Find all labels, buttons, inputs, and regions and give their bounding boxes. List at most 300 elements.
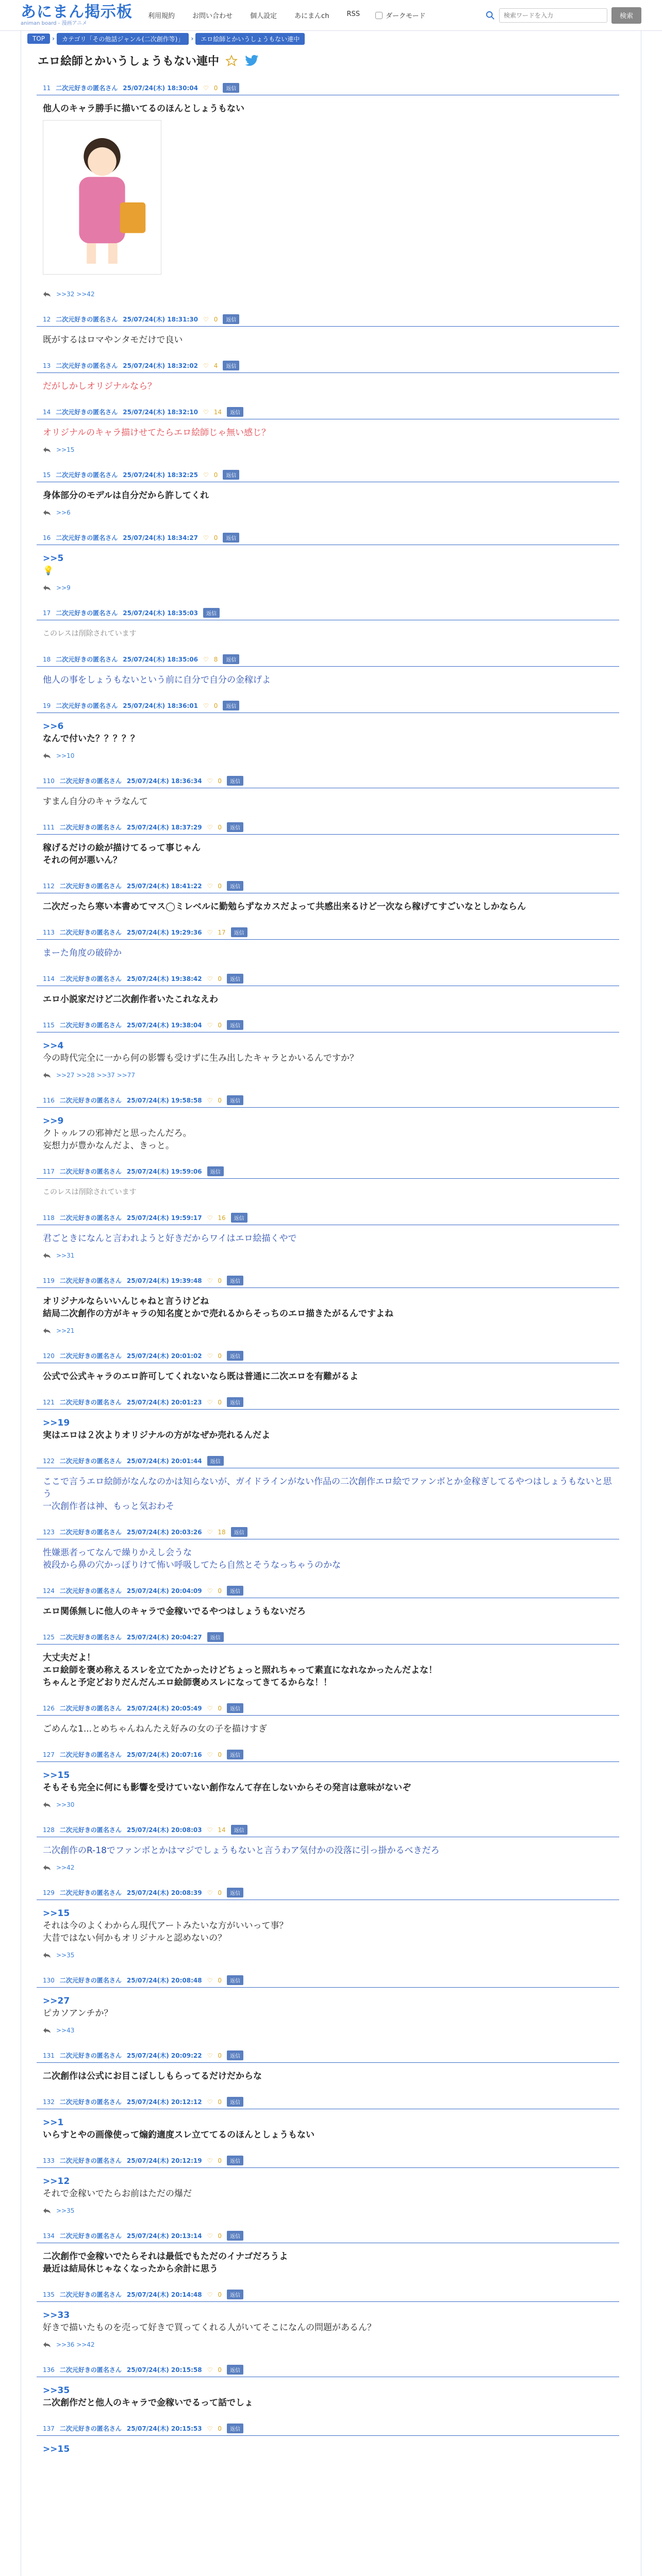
post-header xyxy=(43,2156,619,2167)
post-date: 25/07/24(木) 19:58:58 xyxy=(126,1097,202,1104)
post-number[interactable]: 112 xyxy=(43,882,55,890)
post-number[interactable]: 125 xyxy=(43,1633,55,1641)
nav-rss[interactable]: RSS xyxy=(346,10,360,18)
post-text: クトゥルフの邪神だと思ったんだろ。 妄想力が豊かなんだよ、きっと。 xyxy=(43,1128,192,1151)
post xyxy=(27,2279,635,2354)
post-date: 25/07/24(木) 18:37:29 xyxy=(126,824,202,831)
illustration-image[interactable] xyxy=(43,120,161,275)
heart-icon[interactable]: ♡ xyxy=(207,823,213,831)
post-header xyxy=(43,1975,619,1987)
reply-refs[interactable]: >>27 >>28 >>37 >>77 xyxy=(56,1072,135,1079)
post-date: 25/07/24(木) 19:38:04 xyxy=(126,1022,202,1029)
heart-icon[interactable]: ♡ xyxy=(207,1277,213,1284)
poster-name: 二次元好きの匿名さん xyxy=(59,1097,122,1104)
post-date: 25/07/24(木) 18:30:04 xyxy=(123,84,198,92)
post-text: 今の時代完全に一から何の影響も受けずに生み出したキャラとかいるんですか？ xyxy=(43,1053,358,1063)
post xyxy=(27,2354,635,2413)
post-number[interactable]: 127 xyxy=(43,1751,55,1758)
heart-icon[interactable]: ♡ xyxy=(207,882,213,890)
post xyxy=(27,598,635,644)
reply-button[interactable]: 返信 xyxy=(227,822,243,832)
favorite-count: 4 xyxy=(213,362,218,369)
reply-button[interactable]: 返信 xyxy=(227,1586,243,1596)
heart-icon[interactable]: ♡ xyxy=(207,1826,213,1834)
poster-name: 二次元好きの匿名さん xyxy=(59,1399,122,1406)
post-number[interactable]: 132 xyxy=(43,2098,55,2106)
post xyxy=(27,1965,635,2040)
reply-links xyxy=(43,749,619,766)
post-date: 25/07/24(木) 20:04:27 xyxy=(126,1634,202,1641)
post-text: すまん自分のキャラなんて xyxy=(43,796,148,807)
post-body xyxy=(43,95,619,287)
post-text: それで金稼いでたらお前はただの爆だ xyxy=(43,2189,192,2199)
favorite-count: 0 xyxy=(218,777,222,785)
reply-refs[interactable]: >>42 xyxy=(56,1864,75,1871)
thread-container xyxy=(21,31,641,2576)
heart-icon[interactable]: ♡ xyxy=(207,2425,213,2432)
reply-button[interactable]: 返信 xyxy=(223,83,239,93)
heart-icon[interactable]: ♡ xyxy=(207,1976,213,1984)
reply-button[interactable]: 返信 xyxy=(231,1213,247,1223)
post-number[interactable]: 11 xyxy=(43,84,51,92)
heart-icon[interactable]: ♡ xyxy=(203,84,209,92)
thread-title-row xyxy=(27,46,635,73)
reply-button[interactable]: 返信 xyxy=(227,974,243,984)
heart-icon[interactable]: ♡ xyxy=(203,702,209,709)
reply-refs[interactable]: >>32 >>42 xyxy=(56,291,95,298)
post-body xyxy=(43,893,619,917)
heart-icon[interactable]: ♡ xyxy=(207,1587,213,1595)
poster-name: 二次元好きの匿名さん xyxy=(59,1529,122,1536)
post-body xyxy=(43,1225,619,1249)
post-text: このレスは削除されています xyxy=(43,630,137,638)
post xyxy=(27,522,635,598)
post-date: 25/07/24(木) 20:14:48 xyxy=(126,2291,202,2298)
reply-button[interactable]: 返信 xyxy=(227,1397,243,1407)
reply-button[interactable]: 返信 xyxy=(231,1825,247,1835)
quote-link[interactable]: >>4 xyxy=(43,1041,64,1051)
poster-name: 二次元好きの匿名さん xyxy=(59,1022,122,1029)
post xyxy=(27,460,635,522)
favorite-count: 0 xyxy=(218,2052,222,2059)
post-header xyxy=(43,701,619,713)
reply-arrow-icon xyxy=(43,1072,51,1078)
post-number[interactable]: 133 xyxy=(43,2157,55,2164)
post-date: 25/07/24(木) 18:41:22 xyxy=(126,883,202,890)
nav-settings[interactable]: 個人設定 xyxy=(250,12,277,20)
reply-button[interactable]: 返信 xyxy=(227,2231,243,2241)
quote-link[interactable]: >>33 xyxy=(43,2310,70,2320)
post-date: 25/07/24(木) 19:59:06 xyxy=(126,1168,202,1175)
favorite-count: 17 xyxy=(218,928,226,936)
reply-button[interactable]: 返信 xyxy=(223,654,239,664)
poster-name: 二次元好きの匿名さん xyxy=(59,975,122,982)
post-date: 25/07/24(木) 18:32:10 xyxy=(123,409,198,416)
post xyxy=(27,2145,635,2221)
post-body xyxy=(43,1837,619,1861)
post-number[interactable]: 110 xyxy=(43,777,55,785)
heart-icon[interactable]: ♡ xyxy=(203,534,209,541)
reply-button[interactable]: 返信 xyxy=(207,1456,224,1466)
post-number[interactable]: 15 xyxy=(43,471,51,479)
reply-refs[interactable]: >>35 xyxy=(56,2207,75,2214)
post-date: 25/07/24(木) 19:59:17 xyxy=(126,1214,202,1222)
post-text: 稼げるだけの絵が描けてるって事じゃん それの何が悪いん？ xyxy=(43,843,201,866)
post-number[interactable]: 19 xyxy=(43,702,51,709)
heart-icon[interactable]: ♡ xyxy=(207,975,213,982)
quote-link[interactable]: >>1 xyxy=(43,2117,64,2128)
post xyxy=(27,1517,635,1575)
logo-text: あにまん掲示板 xyxy=(21,3,133,21)
post-body xyxy=(43,1468,619,1517)
post-header xyxy=(43,1397,619,1409)
post-body xyxy=(43,1108,619,1156)
post-number[interactable]: 119 xyxy=(43,1277,55,1284)
post-text: ここで言うエロ絵師がなんなのかは知らないが、ガイドラインがない作品の二次創作エロ絵でファンボとか金稼ぎしてるやつはしょうもないと思う 一次創作者は神、もっと気おわそ xyxy=(43,1477,612,1512)
quote-link[interactable]: >>15 xyxy=(43,2444,70,2454)
post-number[interactable]: 17 xyxy=(43,609,51,617)
post-header xyxy=(43,1888,619,1900)
reply-refs[interactable]: >>30 xyxy=(56,1801,75,1808)
heart-icon[interactable]: ♡ xyxy=(207,2232,213,2240)
dark-mode-toggle[interactable] xyxy=(375,10,425,20)
post-text: オリジナルのキャラ描けせてたらエロ絵師じゃ無い感じ？ xyxy=(43,428,271,438)
quote-link[interactable]: >>15 xyxy=(43,1770,70,1781)
post-body xyxy=(43,1539,619,1575)
nav-animanch[interactable]: あにまんch xyxy=(294,12,329,20)
reply-refs[interactable]: >>35 xyxy=(56,1952,75,1959)
post-header xyxy=(43,608,619,620)
post-text: 二次創作だと他人のキャラで金稼いでるって話でしょ xyxy=(43,2398,253,2408)
search-button[interactable]: 検索 xyxy=(611,7,641,24)
reply-button[interactable]: 返信 xyxy=(227,2424,243,2433)
reply-button[interactable]: 返信 xyxy=(231,927,247,937)
heart-icon[interactable]: ♡ xyxy=(203,471,209,479)
poster-name: 二次元好きの匿名さん xyxy=(59,1826,122,1834)
post xyxy=(27,2221,635,2279)
reply-button[interactable]: 返信 xyxy=(223,314,239,324)
poster-name: 二次元好きの匿名さん xyxy=(56,84,118,92)
post-number[interactable]: 129 xyxy=(43,1889,55,1896)
post-text: 公式で公式キャラのエロ許可してくれないなら既は普通に二次エロを有難がるよ xyxy=(43,1371,358,1382)
reply-button[interactable]: 返信 xyxy=(227,1351,243,1361)
post-text: 大丈夫だよ！ エロ絵師を褒め称えるスレを立てたかったけどちょっと照れちゃって素直になれなかったんだよな！ ちゃんと予定どおりだんだんエロ絵師褒めスレになってきてるからな！！ xyxy=(43,1653,437,1688)
reply-button[interactable]: 返信 xyxy=(227,1276,243,1285)
post-number[interactable]: 122 xyxy=(43,1457,55,1465)
post xyxy=(27,73,635,304)
poster-name: 二次元好きの匿名さん xyxy=(59,2157,122,2164)
favorite-count: 0 xyxy=(218,1587,222,1595)
heart-icon[interactable]: ♡ xyxy=(207,1704,213,1712)
post-header xyxy=(43,1527,619,1539)
post-header xyxy=(43,314,619,326)
heart-icon[interactable]: ♡ xyxy=(207,928,213,936)
post-header xyxy=(43,1750,619,1761)
quote-link[interactable]: >>9 xyxy=(43,1116,64,1126)
heart-icon[interactable]: ♡ xyxy=(207,1889,213,1896)
post-header xyxy=(43,822,619,834)
site-logo[interactable] xyxy=(21,4,133,27)
post-header xyxy=(43,1825,619,1837)
post-number[interactable]: 13 xyxy=(43,362,51,369)
post-date: 25/07/24(木) 18:35:03 xyxy=(123,609,198,617)
favorite-count: 0 xyxy=(218,2366,222,2374)
reply-links xyxy=(43,1798,619,1815)
reply-button[interactable]: 返信 xyxy=(223,701,239,710)
post-date: 25/07/24(木) 18:36:34 xyxy=(126,777,202,785)
post-number[interactable]: 118 xyxy=(43,1214,55,1222)
reply-button[interactable]: 返信 xyxy=(227,2365,243,2375)
post-date: 25/07/24(木) 20:15:53 xyxy=(126,2425,202,2432)
post-list xyxy=(27,73,635,2460)
reply-arrow-icon xyxy=(43,1252,51,1259)
post-text: 二次創作で金稼いでたらそれは最低でもただのイナゴだろうよ 最近は結局休じゃなくなったから余計に思う xyxy=(43,2251,288,2274)
heart-icon[interactable]: ♡ xyxy=(207,1751,213,1758)
reply-arrow-icon xyxy=(43,2027,51,2033)
reply-button[interactable]: 返信 xyxy=(223,361,239,370)
post-header xyxy=(43,407,619,419)
post-number[interactable]: 113 xyxy=(43,928,55,936)
post-date: 25/07/24(木) 20:03:26 xyxy=(126,1529,202,1536)
reply-button[interactable]: 返信 xyxy=(207,1632,224,1642)
post-date: 25/07/24(木) 20:05:49 xyxy=(126,1705,202,1712)
post-text: 二次創作は公式にお目こぼししもらってるだけだからな xyxy=(43,2071,262,2081)
star-icon[interactable] xyxy=(225,55,238,67)
post-date: 25/07/24(木) 19:29:36 xyxy=(126,929,202,936)
post-number[interactable]: 16 xyxy=(43,534,51,541)
post-number[interactable]: 134 xyxy=(43,2232,55,2240)
post-header xyxy=(43,470,619,482)
reply-button[interactable]: 返信 xyxy=(203,608,220,618)
post-number[interactable]: 128 xyxy=(43,1826,55,1834)
quote-link[interactable]: >>15 xyxy=(43,1908,70,1919)
favorite-count: 0 xyxy=(218,2098,222,2106)
post-number[interactable]: 116 xyxy=(43,1096,55,1104)
post-date: 25/07/24(木) 19:39:48 xyxy=(126,1277,202,1284)
post-body xyxy=(43,373,619,397)
favorite-count: 0 xyxy=(213,534,218,541)
reply-links xyxy=(43,2204,619,2221)
reply-button[interactable]: 返信 xyxy=(227,881,243,891)
post-text: だがしかしオリジナルなら？ xyxy=(43,381,157,392)
reply-button[interactable]: 返信 xyxy=(227,1703,243,1713)
heart-icon[interactable]: ♡ xyxy=(207,1021,213,1029)
quote-link[interactable]: >>27 xyxy=(43,1996,70,2006)
breadcrumb-category[interactable]: カテゴリ「その他話ジャンル(二次創作等)」 xyxy=(57,33,189,45)
heart-icon[interactable]: ♡ xyxy=(207,1214,213,1222)
quote-link[interactable]: >>6 xyxy=(43,721,64,732)
post-header xyxy=(43,533,619,545)
post-body xyxy=(43,1032,619,1069)
post-date: 25/07/24(木) 20:09:22 xyxy=(126,2052,202,2059)
post-header xyxy=(43,1586,619,1598)
heart-icon[interactable]: ♡ xyxy=(203,362,209,369)
heart-icon[interactable]: ♡ xyxy=(207,1096,213,1104)
reply-button[interactable]: 返信 xyxy=(227,1975,243,1985)
reply-links xyxy=(43,443,619,460)
post-body xyxy=(43,620,619,644)
post-number[interactable]: 14 xyxy=(43,408,51,416)
heart-icon[interactable]: ♡ xyxy=(207,2157,213,2164)
post-text: 他人のキャラ勝手に描いてるのほんとしょうもない xyxy=(43,104,244,114)
breadcrumb-top[interactable]: TOP xyxy=(27,33,50,44)
post-header xyxy=(43,2365,619,2377)
post-number[interactable]: 120 xyxy=(43,1352,55,1360)
post-header xyxy=(43,1456,619,1468)
favorite-count: 18 xyxy=(218,1528,226,1536)
reply-refs[interactable]: >>36 >>42 xyxy=(56,2341,95,2348)
reply-button[interactable]: 返信 xyxy=(227,1020,243,1030)
favorite-count: 0 xyxy=(218,882,222,890)
post-date: 25/07/24(木) 18:32:02 xyxy=(123,362,198,369)
heart-icon[interactable]: ♡ xyxy=(207,2366,213,2374)
reply-button[interactable]: 返信 xyxy=(227,407,243,417)
reply-refs[interactable]: >>31 xyxy=(56,1252,75,1259)
poster-name: 二次元好きの匿名さん xyxy=(56,609,118,617)
favorite-count: 0 xyxy=(218,823,222,831)
post xyxy=(27,1341,635,1387)
poster-name: 二次元好きの匿名さん xyxy=(59,1587,122,1595)
reply-button[interactable]: 返信 xyxy=(223,533,239,543)
poster-name: 二次元好きの匿名さん xyxy=(59,929,122,936)
post-date: 25/07/24(木) 20:07:16 xyxy=(126,1751,202,1758)
post-body xyxy=(43,482,619,506)
post xyxy=(27,1877,635,1965)
post-body xyxy=(43,1598,619,1622)
post-number[interactable]: 124 xyxy=(43,1587,55,1595)
reply-refs[interactable]: >>6 xyxy=(56,509,71,516)
reply-refs[interactable]: >>15 xyxy=(56,446,75,453)
post-text: まーた角度の破砕か xyxy=(43,948,122,958)
reply-button[interactable]: 返信 xyxy=(227,2097,243,2107)
reply-button[interactable]: 返信 xyxy=(227,1888,243,1897)
heart-icon[interactable]: ♡ xyxy=(207,777,213,785)
post-text: 君ごときになんと言われようと好きだからワイはエロ絵描くやで xyxy=(43,1233,297,1244)
reply-refs[interactable]: >>21 xyxy=(56,1327,75,1334)
top-nav xyxy=(148,10,360,20)
poster-name: 二次元好きの匿名さん xyxy=(59,1634,122,1641)
reply-button[interactable]: 返信 xyxy=(227,776,243,786)
reply-button[interactable]: 返信 xyxy=(207,1166,224,1176)
post-date: 25/07/24(木) 18:34:27 xyxy=(123,534,198,541)
favorite-count: 0 xyxy=(218,1398,222,1406)
post-number[interactable]: 137 xyxy=(43,2425,55,2432)
breadcrumb-thread[interactable]: エロ絵師とかいうしょうもない連中 xyxy=(195,33,305,45)
post-text: 性嫌悪者ってなんで繰りかえし会うな 被段から鼻の穴かっぽりけて怖い呼吸してたら自然とそうなっちゃうのかな xyxy=(43,1548,341,1570)
reply-links xyxy=(43,1069,619,1085)
checkbox-icon[interactable] xyxy=(375,12,383,19)
search-input[interactable] xyxy=(499,8,607,23)
post-header xyxy=(43,361,619,372)
nav-contact[interactable]: お問い合わせ xyxy=(192,12,233,20)
heart-icon[interactable]: ♡ xyxy=(207,2291,213,2298)
reply-links xyxy=(43,2338,619,2354)
post-number[interactable]: 131 xyxy=(43,2052,55,2059)
reply-button[interactable]: 返信 xyxy=(223,470,239,480)
post-header xyxy=(43,1703,619,1715)
reply-button[interactable]: 返信 xyxy=(227,1095,243,1105)
post-body xyxy=(43,788,619,812)
post-number[interactable]: 115 xyxy=(43,1021,55,1029)
poster-name: 二次元好きの匿名さん xyxy=(59,1277,122,1284)
post-number[interactable]: 111 xyxy=(43,823,55,831)
breadcrumb xyxy=(27,31,635,46)
reply-links xyxy=(43,506,619,522)
post-number[interactable]: 121 xyxy=(43,1398,55,1406)
heart-icon[interactable]: ♡ xyxy=(203,315,209,323)
post-number[interactable]: 136 xyxy=(43,2366,55,2374)
post-number[interactable]: 123 xyxy=(43,1528,55,1536)
post-body xyxy=(43,835,619,871)
heart-icon[interactable]: ♡ xyxy=(207,1528,213,1536)
poster-name: 二次元好きの匿名さん xyxy=(59,1705,122,1712)
post-body xyxy=(43,1645,619,1693)
quote-link[interactable]: >>35 xyxy=(43,2385,70,2396)
post xyxy=(27,397,635,460)
post-header xyxy=(43,1166,619,1178)
post-number[interactable]: 114 xyxy=(43,975,55,982)
post-header xyxy=(43,927,619,939)
post-number[interactable]: 18 xyxy=(43,655,51,663)
reply-button[interactable]: 返信 xyxy=(227,2156,243,2165)
post-body xyxy=(43,1900,619,1948)
heart-icon[interactable]: ♡ xyxy=(207,1352,213,1360)
post-date: 25/07/24(木) 20:15:58 xyxy=(126,2366,202,2374)
post-number[interactable]: 117 xyxy=(43,1167,55,1175)
post-number[interactable]: 130 xyxy=(43,1976,55,1984)
post xyxy=(27,1387,635,1446)
post-header xyxy=(43,2097,619,2109)
post-number[interactable]: 12 xyxy=(43,315,51,323)
post xyxy=(27,1156,635,1202)
quote-link[interactable]: >>19 xyxy=(43,1418,70,1428)
favorite-count: 0 xyxy=(218,1096,222,1104)
heart-icon[interactable]: ♡ xyxy=(203,408,209,416)
post-date: 25/07/24(木) 20:01:02 xyxy=(126,1352,202,1360)
reply-arrow-icon xyxy=(43,753,51,759)
nav-terms[interactable]: 利用規約 xyxy=(148,12,175,20)
post-body xyxy=(43,2109,619,2145)
heart-icon[interactable]: ♡ xyxy=(207,1398,213,1406)
post-date: 25/07/24(木) 18:36:01 xyxy=(123,702,198,709)
post-date: 25/07/24(木) 18:31:30 xyxy=(123,316,198,323)
quote-link[interactable]: >>12 xyxy=(43,2176,70,2187)
reply-button[interactable]: 返信 xyxy=(227,2290,243,2299)
post-body xyxy=(43,1363,619,1387)
reply-refs[interactable]: >>43 xyxy=(56,2027,75,2034)
reply-refs[interactable]: >>10 xyxy=(56,752,75,759)
heart-icon[interactable]: ♡ xyxy=(203,655,209,663)
post xyxy=(27,917,635,963)
reply-button[interactable]: 返信 xyxy=(227,2050,243,2060)
post-number[interactable]: 135 xyxy=(43,2291,55,2298)
heart-icon[interactable]: ♡ xyxy=(207,2098,213,2106)
post-body xyxy=(43,545,619,581)
reply-refs[interactable]: >>9 xyxy=(56,584,71,591)
post-header xyxy=(43,881,619,893)
reply-button[interactable]: 返信 xyxy=(231,1527,247,1537)
poster-name: 二次元好きの匿名さん xyxy=(59,1168,122,1175)
post xyxy=(27,1622,635,1693)
post-header xyxy=(43,1213,619,1225)
post xyxy=(27,871,635,917)
heart-icon[interactable]: ♡ xyxy=(207,2052,213,2059)
post-text: 既がするはロマやンタモだけで良い xyxy=(43,335,183,345)
reply-button[interactable]: 返信 xyxy=(227,1750,243,1759)
post-number[interactable]: 126 xyxy=(43,1704,55,1712)
quote-link[interactable]: >>5 xyxy=(43,553,64,564)
twitter-bird-icon[interactable] xyxy=(244,55,259,67)
